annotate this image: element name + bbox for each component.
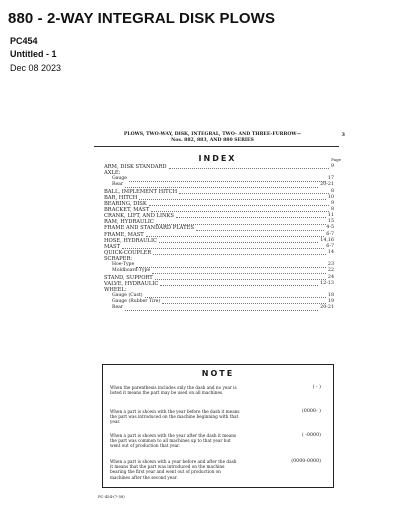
scan-footer-code: PC-454-(7-58) [98,494,125,499]
index-entry-page: 8 [330,188,334,194]
index-entry-label: CRANK, LIFT, AND LINKS [104,213,174,220]
index-entry-label: WHEEL: [104,286,127,293]
index-entry-page: 6-7 [326,231,334,237]
note-heading: NOTE [201,369,235,378]
dot-leader [122,248,324,249]
index-entry-label: SCRAPER: [104,256,133,263]
scan-title [90,132,335,143]
dot-leader [151,211,329,212]
index-entry-page: 23 [327,262,334,268]
index-entry-label: STAND, SUPPORT [104,274,153,281]
index-entry-label: BAR, HITCH [104,194,138,201]
index-entry-label: BRACKET, MAST [104,206,150,213]
note-item-text: When a part is shown with the year before the dash it means the part was introduced on the machine beginning with that year. [110,409,240,425]
index-entry-page: 14,16 [320,237,334,243]
note-item-code: (0000-0000) [291,459,321,464]
index-entry-page: 11 [327,213,334,219]
index-entry-page: 20-21 [320,182,334,188]
index-heading: INDEX [198,154,237,163]
dot-leader [129,181,326,182]
scan-title-line1: PLOWS, TWO-WAY, DISK, INTEGRAL, TWO- AND THREE-FURROW— [123,132,302,137]
index-entry-label: Gauge [112,176,128,182]
index-entry-label: Hoe-Type [112,262,135,268]
dot-leader [196,230,324,231]
dot-leader [125,187,318,188]
index-entry-label: AXLE: [104,170,121,177]
dot-leader [169,168,329,169]
index-entry-label: HOSE, HYDRAULIC [104,237,158,244]
index-entry-page: 8 [330,206,334,212]
index-entry-label: RAM, HYDRAULIC [104,219,154,226]
index-entry-label: QUICK-COUPLER [104,249,152,256]
note-box [102,364,334,488]
index-list [104,164,334,311]
dot-leader [153,254,326,255]
note-item-text: When a part is shown with a year before and after the dash it means that the part was introduced on the machine bearing the first year and went out of production on machines after the second year. [110,459,237,480]
dot-leader [160,285,318,286]
index-entry-label: Rear [112,305,124,311]
index-entry [104,305,334,311]
index-entry-page: 12-13 [320,280,334,286]
dot-leader [149,205,329,206]
index-entry-page: 14 [327,249,334,255]
scanned-page [90,132,345,502]
index-entry-page: 19 [327,299,334,305]
dot-leader [125,310,318,311]
index-entry-page: 6-7 [326,243,334,249]
document-subtitle: Untitled - 1 [10,49,57,59]
note-item-text: When the parenthesis includes only the dash and no year is listed it means the part may be used on all machines. [110,385,237,396]
index-entry-label: BALL, IMPLEMENT HITCH [104,188,178,195]
dot-leader [145,297,326,298]
dot-leader [155,279,326,280]
scan-page-number: 3 [341,132,345,138]
index-entry-label: VALVE, HYDRAULIC [104,280,159,287]
index-entry-page: 9 [330,200,334,206]
document-date: Dec 08 2023 [10,63,62,73]
page-column-heading: Page [331,157,341,162]
index-entry-page: 15 [327,219,334,225]
index-entry-page: 17 [327,176,334,182]
divider [94,146,339,147]
note-item-code: (0000- ) [301,409,321,414]
dot-leader [176,217,326,218]
index-entry-page: 9 [330,164,334,169]
scan-title-line2: Nos. 882, 883, AND 880 SERIES [171,137,254,143]
index-entry-label: Rear [112,182,124,188]
document-code: PC454 [10,36,38,46]
index-entry-label: ARM, DISK STANDARD [104,164,167,170]
index-entry-label: Gauge (Cast) [112,292,143,298]
index-entry-page: 18 [327,292,334,298]
index-entry-label: BEARING, DISK [104,200,147,207]
index-entry-label: MAST [104,243,121,250]
note-item-code: ( - ) [312,385,321,390]
index-entry-page: 4-5 [326,225,334,231]
index-entry-label: Moldboard-Type [112,268,151,274]
dot-leader [152,273,326,274]
index-entry-page: 10 [327,194,334,200]
index-entry-label: FRAME AND STANDARD PLATES [104,225,194,232]
dot-leader [136,267,326,268]
document-title: 880 - 2-WAY INTEGRAL DISK PLOWS [8,10,276,27]
index-entry-label: FRAME, MAST [104,231,144,238]
dot-leader [146,236,324,237]
dot-leader [159,242,318,243]
index-entry-page: 20-21 [320,305,334,311]
index-entry-page: 22 [327,268,334,274]
dot-leader [179,193,329,194]
dot-leader [162,303,326,304]
dot-leader [139,199,326,200]
note-item-code: ( -0000) [301,433,321,438]
index-entry-label: Gauge (Rubber Tire) [112,299,161,305]
note-item-text: When a part is shown with the year after the dash it means the part was common to all machines up to that year but went out of production that year. [110,433,237,449]
index-entry-page: 24 [327,274,334,280]
dot-leader [156,224,326,225]
